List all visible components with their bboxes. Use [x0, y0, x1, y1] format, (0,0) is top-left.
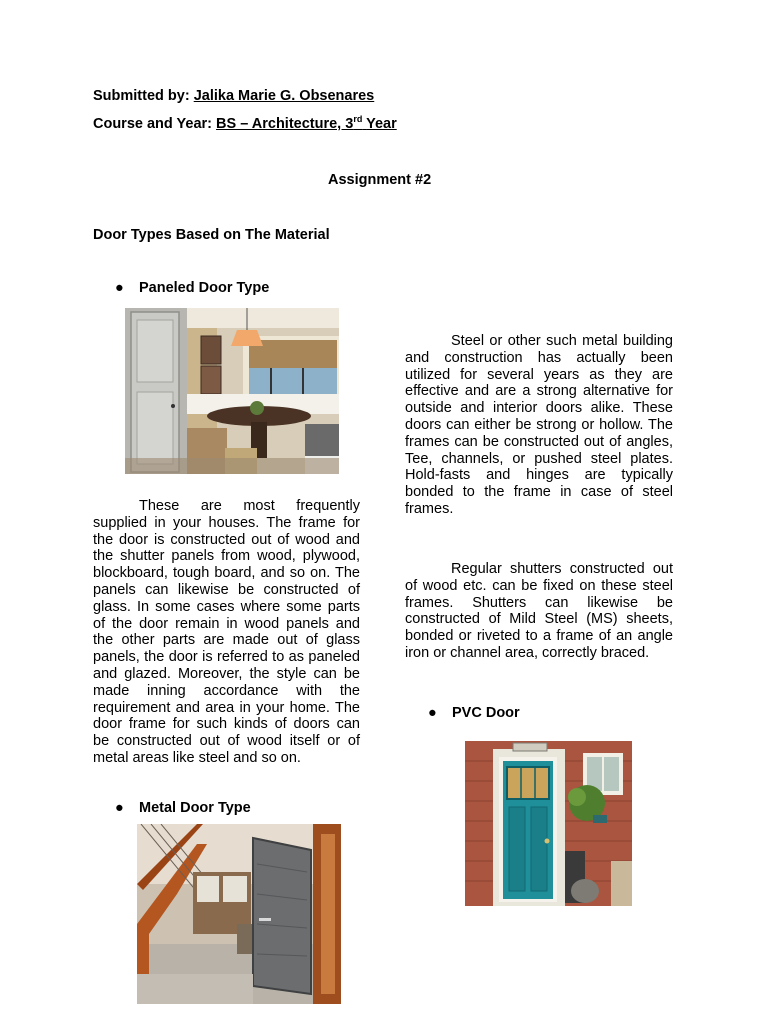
bullet-icon: ● [428, 705, 437, 721]
pvc-door-photo [465, 741, 632, 906]
assignment-title: Assignment #2 [328, 172, 432, 188]
course-label: Course and Year: [93, 116, 213, 132]
shutters-description: Regular shutters constructed out of wood etc. can be fixed on these steel frames. Shutters can likewise be constructed of Mild Steel (MS) sheets, bonded or riveted to a frame of an angle iron or channel area, correctly braced. [405, 561, 673, 661]
course-year-line [93, 116, 397, 132]
section-heading: Door Types Based on The Material [93, 227, 330, 243]
submitted-label: Submitted by: [93, 88, 190, 104]
paneled-door-photo [125, 308, 339, 474]
bullet-icon: ● [115, 800, 124, 816]
bullet-label: Metal Door Type [139, 800, 251, 816]
bullet-paneled-door [115, 280, 269, 296]
bullet-label: PVC Door [452, 705, 520, 721]
steel-description: Steel or other such metal building and construction has actually been utilized for several years as they are effective and are a strong alternative for outside and interior doors alike. These doors can either be strong or hollow. The frames can be constructed out of angles, Tee, channels, or pushed steel plates. Hold-fasts and hinges are typically bonded to the frame in case of steel frames. [405, 333, 673, 517]
bullet-pvc-door [428, 705, 520, 721]
submitted-by-line [93, 88, 374, 104]
bullet-metal-door [115, 800, 251, 816]
metal-door-photo [137, 824, 341, 1004]
course-value: BS – Architecture, 3rd Year [216, 114, 397, 132]
bullet-label: Paneled Door Type [139, 280, 270, 296]
student-name: Jalika Marie G. Obsenares [193, 88, 375, 104]
paneled-description: These are most frequently supplied in your houses. The frame for the door is constructed out of wood and the shutter panels from wood, plywood, blockboard, tough board, and so on. The panels can likewise be constructed of glass. In some cases where some parts of the door remain in wood panels and the other parts are made out of glass panels, the door is referred to as paneled and glazed. Moreover, the style can be made inning accordance with the requirement and area in your home. The door frame for such kinds of doors can be constructed out of wood itself or of metal areas like steel and so on. [93, 498, 360, 766]
bullet-icon: ● [115, 280, 124, 296]
